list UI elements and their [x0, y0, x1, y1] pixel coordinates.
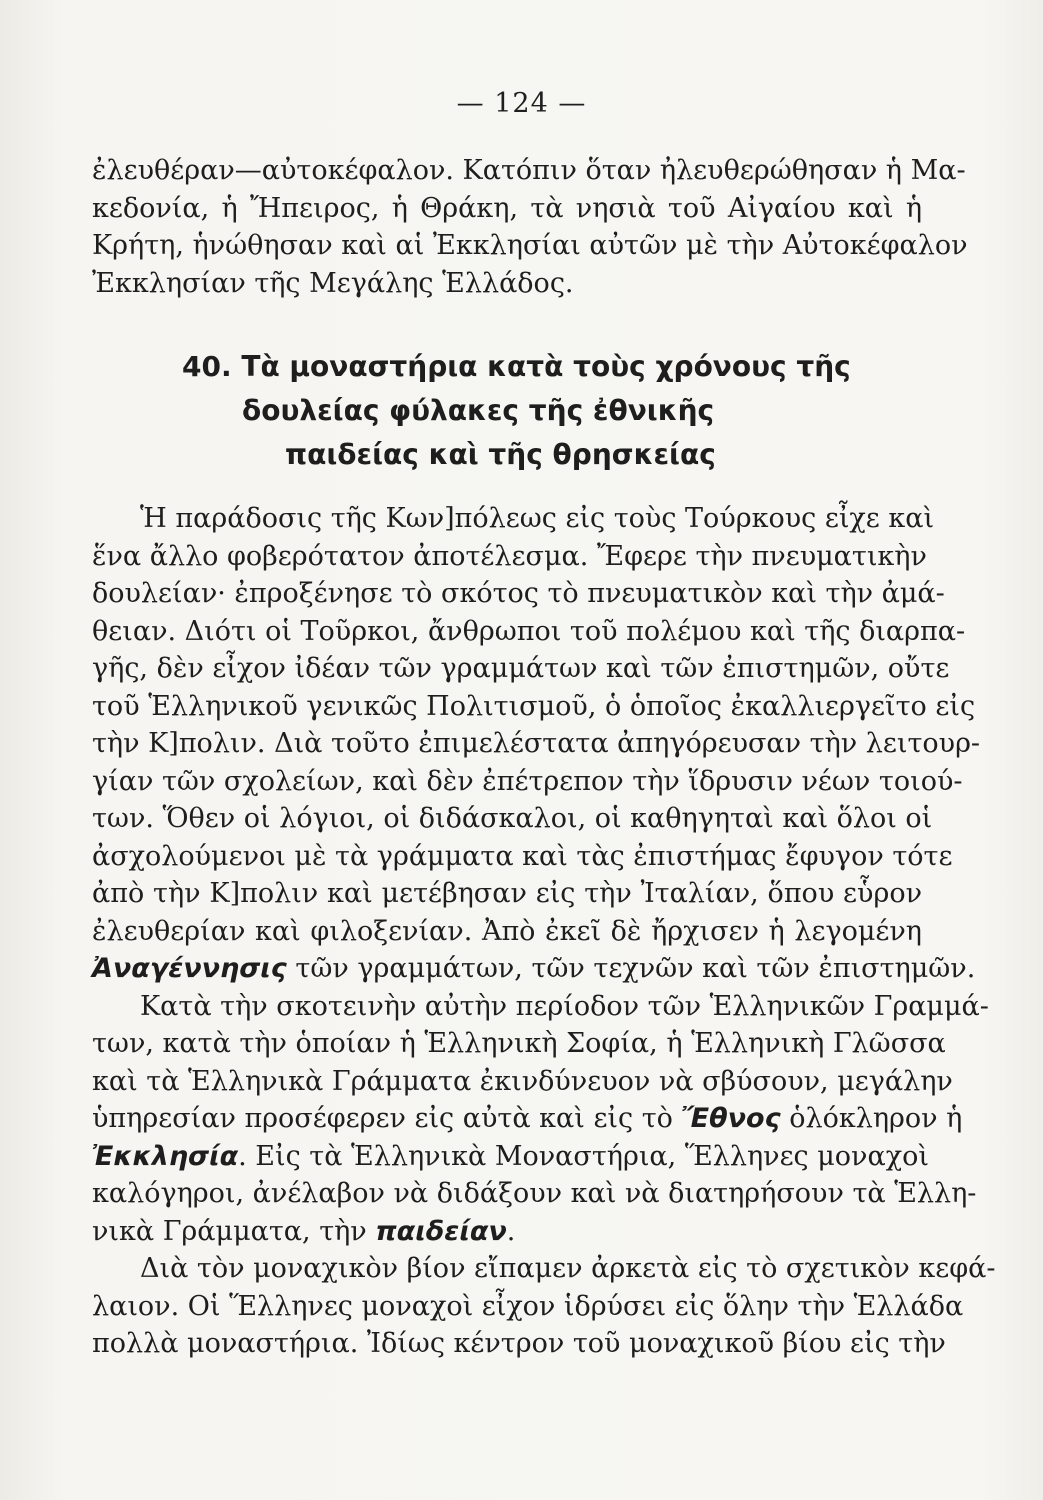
text-line: κεδονία, ἡ Ἤπειρος, ἡ Θράκη, τὰ νησιὰ τοῦ Αἰγαίου καὶ ἡ — [92, 192, 922, 224]
text-fragment: τῶν γραμμάτων, τῶν τεχνῶν καὶ τῶν ἐπιστημῶν. — [286, 953, 976, 984]
text-line — [92, 950, 976, 988]
emphasized-term: παιδείαν — [375, 1215, 507, 1247]
text-line: Κατὰ τὴν σκοτεινὴν αὐτὴν περίοδον τῶν Ἑλληνικῶν Γραμμά- — [140, 990, 989, 1022]
text-fragment: . Εἰς τὰ Ἑλληνικὰ Μοναστήρια, Ἕλληνες μοναχοὶ — [238, 1140, 929, 1172]
text-line — [92, 1100, 963, 1138]
body-text — [92, 500, 996, 1363]
emphasized-term: Ἔθνος — [681, 1103, 781, 1134]
text-line: ἐλευθερίαν καὶ φιλοξενίαν. Ἀπὸ ἐκεῖ δὲ ἤρχισεν ἡ λεγομένη — [92, 915, 922, 947]
heading-line: παιδείας καὶ τῆς θρησκείας — [285, 438, 716, 471]
text-line — [92, 1138, 929, 1176]
text-line: ἕνα ἄλλο φοβερότατον ἀποτέλεσμα. Ἔφερε τὴν πνευματικὴν — [92, 540, 927, 572]
section-heading — [92, 345, 922, 477]
text-fragment: ὑπηρεσίαν προσέφερεν εἰς αὐτὰ καὶ εἰς τὸ — [92, 1103, 682, 1134]
text-line: πολλὰ μοναστήρια. Ἰδίως κέντρον τοῦ μοναχικοῦ βίου εἰς τὴν — [92, 1328, 946, 1359]
text-line — [92, 1213, 922, 1251]
text-line: θειαν. Διότι οἱ Τοῦρκοι, ἄνθρωποι τοῦ πολέμου καὶ τῆς διαρπα- — [92, 615, 966, 647]
page-number: — 124 — — [456, 88, 587, 119]
text-line: γίαν τῶν σχολείων, καὶ δὲν ἐπέτρεπον τὴν ἵδρυσιν νέων τοιού- — [92, 765, 963, 797]
text-line: καὶ τὰ Ἑλληνικὰ Γράμματα ἐκινδύνευον νὰ σβύσουν, μεγάλην — [92, 1065, 953, 1097]
text-line: ἀσχολούμενοι μὲ τὰ γράμματα καὶ τὰς ἐπιστήμας ἔφυγον τότε — [92, 840, 953, 872]
intro-paragraph — [92, 152, 968, 302]
text-line: τὴν Κ]πολιν. Διὰ τοῦτο ἐπιμελέστατα ἀπηγόρευσαν τὴν λειτουρ- — [92, 728, 981, 759]
text-line: Διὰ τὸν μοναχικὸν βίον εἴπαμεν ἀρκετὰ εἰς τὸ σχετικὸν κεφά- — [140, 1253, 996, 1284]
text-line: ἐλευθέραν—αὐτοκέφαλον. Κατόπιν ὅταν ἠλευθερώθησαν ἡ Μα- — [92, 155, 966, 186]
emphasized-term: Ἐκκλησία — [92, 1140, 239, 1172]
text-line: ἀπὸ τὴν Κ]πολιν καὶ μετέβησαν εἰς τὴν Ἰταλίαν, ὅπου εὗρον — [92, 878, 922, 909]
text-line: καλόγηροι, ἀνέλαβον νὰ διδάξουν καὶ νὰ διατηρήσουν τὰ Ἑλλη- — [92, 1178, 977, 1209]
heading-line: 40. Τὰ μοναστήρια κατὰ τοὺς χρόνους τῆς — [182, 350, 851, 383]
text-line: Κρήτη, ἡνώθησαν καὶ αἱ Ἐκκλησίαι αὐτῶν μὲ τὴν Αὐτοκέφαλον — [92, 230, 968, 261]
text-line: Ἡ παράδοσις τῆς Κων]πόλεως εἰς τοὺς Τούρκους εἶχε καὶ — [140, 503, 935, 534]
text-line: των. Ὅθεν οἱ λόγιοι, οἱ διδάσκαλοι, οἱ καθηγηταὶ καὶ ὅλοι οἱ — [92, 803, 933, 834]
text-line: των, κατὰ τὴν ὁποίαν ἡ Ἑλληνικὴ Σοφία, ἡ Ἑλληνικὴ Γλῶσσα — [92, 1028, 946, 1059]
text-line: γῆς, δὲν εἶχον ἰδέαν τῶν γραμμάτων καὶ τῶν ἐπιστημῶν, οὔτε — [92, 653, 950, 684]
text-fragment: ὁλόκληρον ἡ — [780, 1103, 963, 1134]
emphasized-term: Ἀναγέννησις — [92, 953, 287, 984]
text-fragment: . — [506, 1215, 516, 1247]
text-line: Ἐκκλησίαν τῆς Μεγάλης Ἑλλάδος. — [92, 267, 574, 299]
heading-line: δουλείας φύλακες τῆς ἐθνικῆς — [242, 394, 715, 427]
text-fragment: νικὰ Γράμματα, τὴν — [92, 1215, 376, 1247]
text-line: λαιον. Οἱ Ἕλληνες μοναχοὶ εἶχον ἱδρύσει εἰς ὅλην τὴν Ἑλλάδα — [92, 1290, 964, 1322]
text-line: δουλείαν· ἐπροξένησε τὸ σκότος τὸ πνευματικὸν καὶ τὴν ἀμά- — [92, 578, 945, 609]
text-line: τοῦ Ἑλληνικοῦ γενικῶς Πολιτισμοῦ, ὁ ὁποῖος ἐκαλλιεργεῖτο εἰς — [92, 690, 976, 722]
